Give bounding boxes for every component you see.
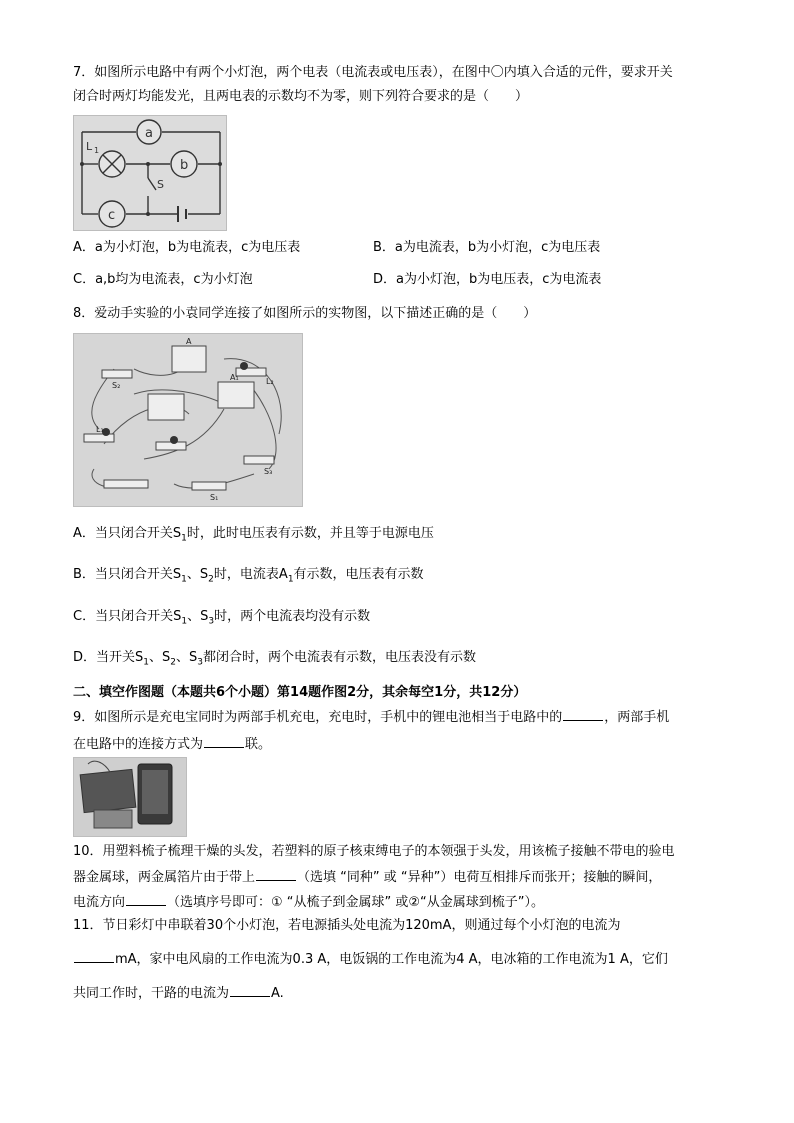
q7-meter-b-label: b <box>180 158 189 173</box>
q8-fig-switch-s2-label: S₂ <box>112 381 121 390</box>
q10-line2: 器金属球，两金属箔片由于带上 （选填 “同种” 或 “异种”）电荷互相排斥而张开；接触的瞬间， <box>73 866 661 889</box>
q7-option-d: D．a为小灯泡，b为电压表，c为电流表 <box>373 272 602 287</box>
q7-circuit-diagram <box>74 116 226 230</box>
q11-line2: mA，家中电风扇的工作电流为0.3 A，电饭锅的工作电流为4 A，电冰箱的工作电流为1 A，它们 <box>73 948 668 971</box>
q7-meter-c-label: c <box>108 208 116 223</box>
q9-blank-1[interactable] <box>563 706 603 721</box>
q9-powerbank-photo <box>73 757 187 837</box>
q11-line1: 11．节日彩灯中串联着30个小灯泡，若电源插头处电流为120mA，则通过每个小灯泡的电流为 <box>73 918 621 933</box>
q8-stem: 8．爱动手实验的小袁同学连接了如图所示的实物图，以下描述正确的是（ ） <box>73 306 537 321</box>
section-2-heading: 二、填空作图题（本题共6个小题）第14题作图2分，其余每空1分，共12分） <box>73 685 527 700</box>
q8-option-d: D．当开关$S_1$、$S_2$、$S_3$都闭合时，两个电流表有示数，电压表没有示数 <box>73 650 477 668</box>
q8-circuit-photo <box>74 334 302 506</box>
q9-line1: 9．如图所示是充电宝同时为两部手机充电，充电时，手机中的锂电池相当于电路中的 ，两部手机 <box>73 706 669 729</box>
q10-line3: 电流方向 （选填序号即可：① “从梳子到金属球” 或②“从金属球到梳子”）。 <box>73 891 544 914</box>
q11-line3: 共同工作时，干路的电流为 A. <box>73 982 284 1005</box>
q11-blank-2[interactable] <box>230 982 270 997</box>
q8-physical-circuit-figure <box>73 333 303 507</box>
q7-meter-a-label: a <box>145 126 153 141</box>
q7-switch-label: S <box>157 178 164 191</box>
q10-blank-1[interactable] <box>256 866 296 881</box>
q7-stem-line2: 闭合时两灯均能发光，且两电表的示数均不为零，则下列符合要求的是（ ） <box>73 89 529 104</box>
q7-option-c: C．a,b均为电流表，c为小灯泡 <box>73 272 253 287</box>
q7-circuit-figure <box>73 115 227 231</box>
q8-option-c: C．当只闭合开关$S_1$、$S_3$时，两个电流表均没有示数 <box>73 609 371 627</box>
q7-stem-line1: 7．如图所示电路中有两个小灯泡，两个电表（电流表或电压表），在图中〇内填入合适的元件，要求开关 <box>73 65 673 80</box>
q8-fig-ammeter-a1-label: A₁ <box>230 373 239 382</box>
q8-option-b: B．当只闭合开关$S_1$、$S_2$时，电流表$A_1$有示数，电压表有示数 <box>73 567 424 585</box>
q8-fig-switch-s1-label: S₁ <box>210 493 219 502</box>
q8-fig-lamp-l1-label: L₁ <box>96 425 104 434</box>
q8-fig-switch-s3-label: S₃ <box>264 467 273 476</box>
q7-option-b: B．a为电流表，b为小灯泡，c为电压表 <box>373 240 601 255</box>
q10-blank-2[interactable] <box>126 891 166 906</box>
q8-option-a: A．当只闭合开关$S_1$时，此时电压表有示数，并且等于电源电压 <box>73 526 434 544</box>
q9-line2: 在电路中的连接方式为 联。 <box>73 733 271 756</box>
q11-blank-1[interactable] <box>74 948 114 963</box>
q9-powerbank-image <box>74 758 186 836</box>
q7-lamp-label-sub: 1 <box>94 146 100 155</box>
q9-blank-2[interactable] <box>204 733 244 748</box>
q7-lamp-label: L <box>86 140 93 153</box>
q8-fig-lamp-l2-label: L₂ <box>266 377 274 386</box>
q8-fig-ammeter-a-label: A <box>186 337 192 346</box>
q7-option-a: A．a为小灯泡，b为电流表，c为电压表 <box>73 240 301 255</box>
q10-line1: 10．用塑料梳子梳理干燥的头发，若塑料的原子核束缚电子的本领强于头发，用该梳子接触不带电的验电 <box>73 844 675 859</box>
